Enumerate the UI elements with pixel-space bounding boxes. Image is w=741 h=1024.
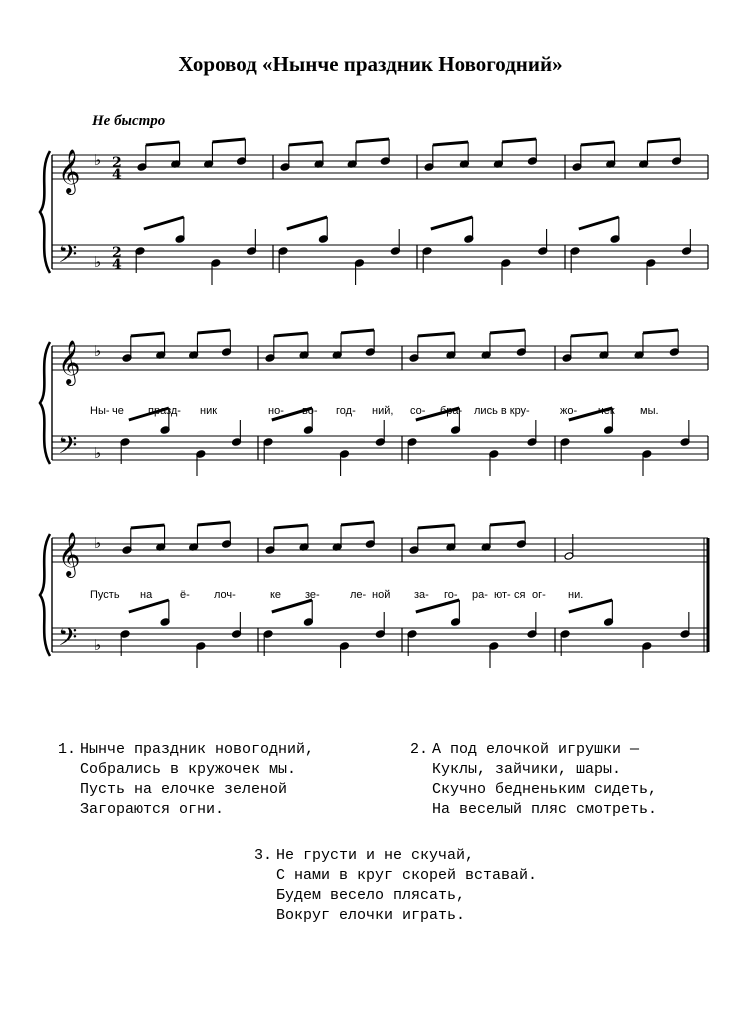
verse-line: Собрались в кружочек мы. (80, 761, 297, 778)
lyric-syllable: со- (410, 405, 426, 417)
beam (287, 217, 327, 229)
lyric-syllable: ют- (494, 589, 511, 601)
page-title: Хоровод «Нынче праздник Новогодний» (178, 52, 563, 76)
verse-3 (254, 846, 538, 926)
bass-clef-icon: 𝄢 (58, 623, 78, 658)
beam (129, 600, 169, 612)
lyric-syllable: ник (200, 405, 218, 417)
verse-number: 1. (58, 741, 77, 758)
lyric-syllable: но- (268, 405, 284, 417)
lyric-syllable: ной (372, 589, 391, 601)
beam (416, 600, 460, 612)
beam (502, 139, 536, 142)
verse-line: Пусть на елочке зеленой (80, 781, 288, 798)
lyric-syllable: Ны- (90, 405, 110, 417)
flat-icon: ♭ (94, 636, 102, 654)
lyric-syllable: бра- (440, 405, 463, 417)
lyric-syllable: го- (444, 589, 458, 601)
lyric-syllable: че (112, 405, 124, 417)
beam (341, 522, 374, 525)
flat-icon: ♭ (94, 444, 102, 462)
tempo-marking: Не быстро (92, 113, 166, 129)
time-signature-top: 2 (112, 245, 122, 261)
verse-2 (410, 740, 658, 820)
lyric-syllable: во- (302, 405, 318, 417)
time-signature-bottom: 4 (112, 257, 122, 273)
lyric-syllable: ни. (568, 589, 584, 601)
verse-number: 3. (254, 847, 273, 864)
beam (274, 525, 308, 528)
lyric-syllable: ра- (472, 589, 488, 601)
beam (197, 522, 230, 525)
beam (490, 522, 525, 525)
verse-line: Нынче праздник новогодний, (80, 741, 315, 758)
beam (647, 139, 680, 142)
beam (144, 217, 184, 229)
time-signature-top: 2 (112, 155, 122, 171)
lyric-syllable: ле- (350, 589, 367, 601)
verse-line: На веселый пляс смотреть. (432, 801, 658, 818)
verse-line: Куклы, зайчики, шары. (432, 761, 622, 778)
beam (418, 333, 455, 336)
treble-clef-icon: 𝄞 (58, 149, 81, 193)
verse-line: Не грусти и не скучай, (276, 847, 475, 864)
flat-icon: ♭ (94, 342, 102, 360)
beam (490, 330, 525, 333)
beam (418, 525, 455, 528)
beam (581, 142, 615, 145)
lyric-syllable: зе- (305, 589, 320, 601)
lyric-syllable: лоч- (214, 589, 236, 601)
flat-icon: ♭ (94, 253, 102, 271)
lyric-syllable: мы. (640, 405, 659, 417)
brace (40, 534, 50, 656)
verse-number: 2. (410, 741, 429, 758)
lyric-syllable: ний, (372, 405, 394, 417)
bass-clef-icon: 𝄢 (58, 431, 78, 466)
verse-line: С нами в круг скорей вставай. (276, 867, 538, 884)
treble-clef-icon: 𝄞 (58, 340, 81, 384)
beam (643, 330, 678, 333)
flat-icon: ♭ (94, 534, 102, 552)
beam (341, 330, 374, 333)
beam (569, 600, 613, 612)
beam (431, 217, 473, 229)
beam (274, 333, 308, 336)
beam (197, 330, 230, 333)
flat-icon: ♭ (94, 151, 102, 169)
beam (356, 139, 389, 142)
verse-line: Будем весело плясать, (276, 887, 466, 904)
lyric-syllable: год- (336, 405, 356, 417)
beam (146, 142, 180, 145)
brace (40, 342, 50, 464)
beam (571, 333, 608, 336)
lyric-syllable: на (140, 589, 153, 601)
lyric-syllable: за- (414, 589, 429, 601)
beam (131, 333, 165, 336)
beam (272, 600, 312, 612)
lyric-syllable: жо- (560, 405, 578, 417)
verse-line: Скучно бедненьким сидеть, (432, 781, 658, 798)
beam (212, 139, 245, 142)
lyric-syllable: ог- (532, 589, 546, 601)
lyric-syllable: ё- (180, 589, 190, 601)
time-signature-bottom: 4 (112, 167, 122, 183)
beam (289, 142, 323, 145)
verse-1 (58, 740, 315, 820)
lyric-syllable: Пусть (90, 589, 120, 601)
beam (131, 525, 165, 528)
bass-clef-icon: 𝄢 (58, 240, 78, 275)
verse-line: Вокруг елочки играть. (276, 907, 466, 924)
verse-line: Загораются огни. (80, 801, 225, 818)
lyric-syllable: лись в кру- (474, 405, 530, 417)
verse-line: А под елочкой игрушки — (432, 741, 640, 758)
treble-clef-icon: 𝄞 (58, 532, 81, 576)
lyric-syllable: чек (598, 405, 615, 417)
beam (433, 142, 468, 145)
lyric-syllable: ке (270, 589, 282, 601)
brace (40, 151, 50, 273)
beam (579, 217, 619, 229)
lyric-syllable: празд- (148, 405, 181, 417)
lyric-syllable: ся (514, 589, 526, 601)
